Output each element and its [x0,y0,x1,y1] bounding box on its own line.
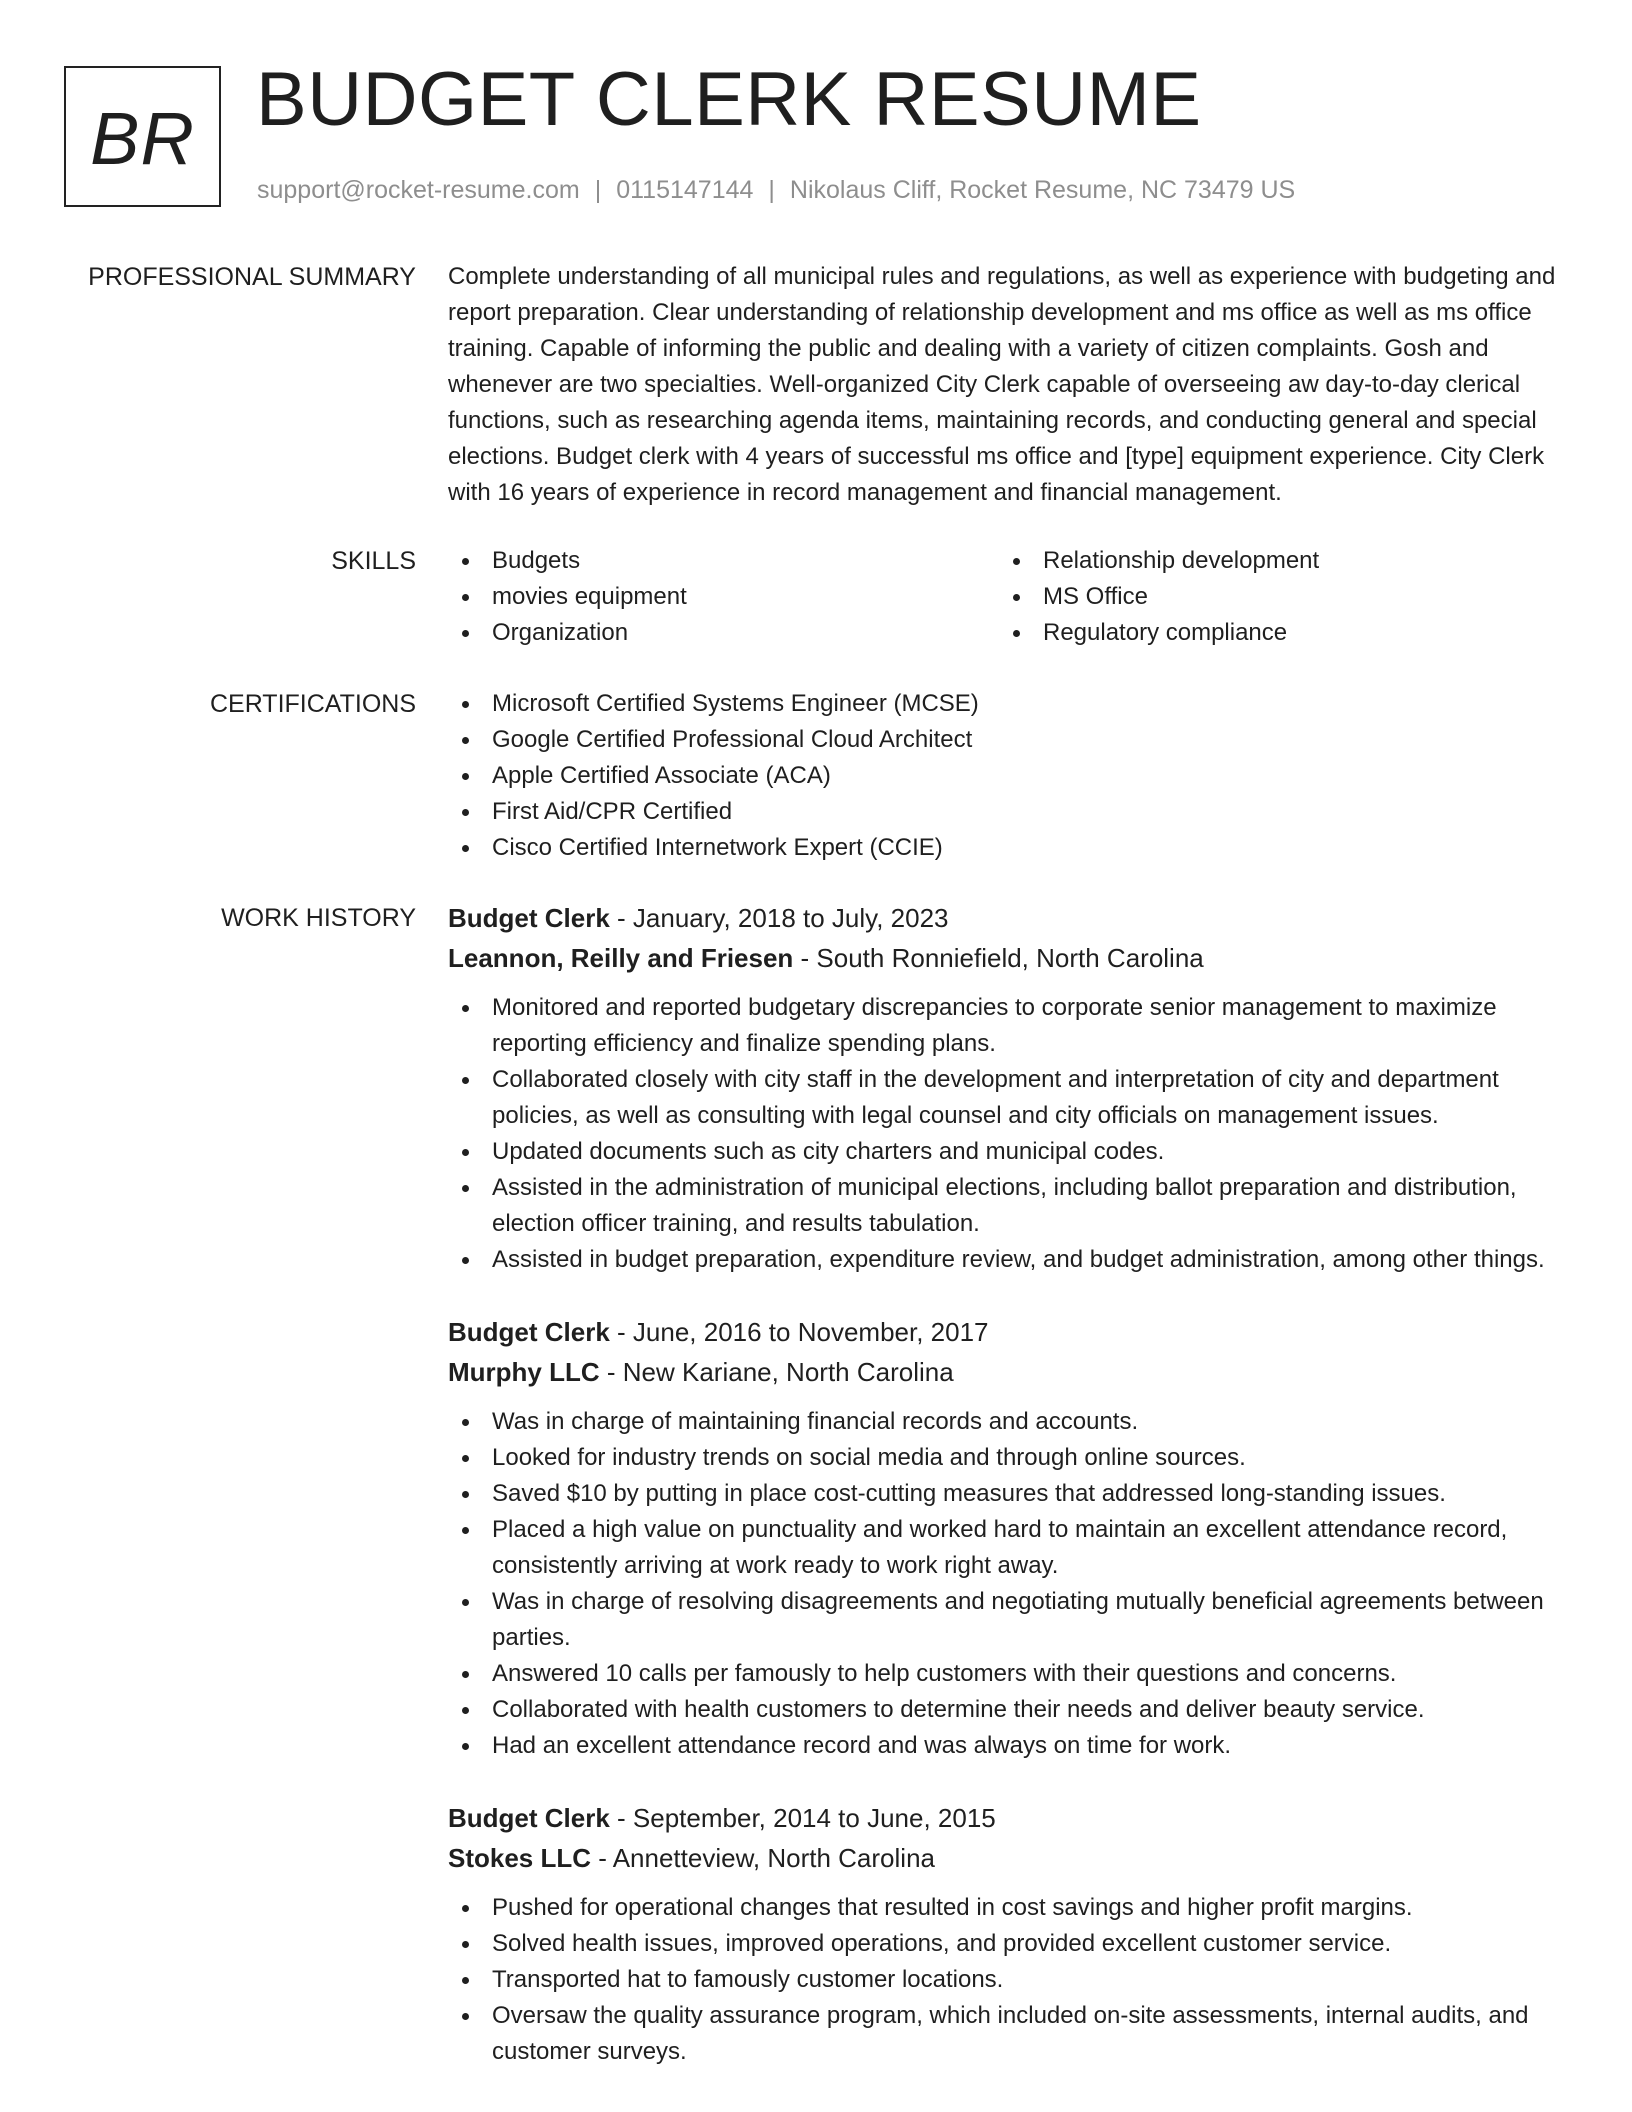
job-location: - New Kariane, North Carolina [599,1357,954,1387]
certification-item: Cisco Certified Internetwork Expert (CCIE) [448,830,1566,866]
skills-list-left [448,543,999,651]
job-duty: Had an excellent attendance record and was always on time for work. [448,1728,1566,1764]
certifications-list [448,686,1566,866]
summary-body [448,259,1566,511]
contact-phone: 0115147144 [616,176,754,204]
job-duty: Was in charge of resolving disagreements and negotiating mutually beneficial agreements between parties. [448,1584,1566,1656]
skill-item: Relationship development [999,543,1550,579]
job-company-line [448,1838,1566,1878]
job-dates: - January, 2018 to July, 2023 [609,903,949,933]
monogram-initials: BR [90,96,195,180]
job-title: Budget Clerk [448,1803,610,1833]
skills-list-right [999,543,1550,651]
job-duty: Answered 10 calls per famously to help customers with their questions and concerns. [448,1656,1566,1692]
job-title-line [448,1312,1566,1352]
certification-item: Google Certified Professional Cloud Architect [448,722,1566,758]
job-company-line [448,938,1566,978]
job-duties-list [448,1890,1566,2070]
job-dates: - June, 2016 to November, 2017 [609,1317,989,1347]
job-duties-list [448,1404,1566,1764]
contact-line [257,176,1295,205]
job-company-line [448,1352,1566,1392]
job-duty: Collaborated closely with city staff in the development and interpretation of city and department policies, as well as consulting with legal counsel and city officials on management issues. [448,1062,1566,1134]
section-label-skills: SKILLS [331,547,416,575]
skill-item: Regulatory compliance [999,615,1550,651]
job-company: Stokes LLC [448,1843,592,1873]
job-duty: Updated documents such as city charters and municipal codes. [448,1134,1566,1170]
certification-item: First Aid/CPR Certified [448,794,1566,830]
job-duty: Monitored and reported budgetary discrepancies to corporate senior management to maximize reporting efficiency and finalize spending plans. [448,990,1566,1062]
job-duties-list [448,990,1566,1278]
job-company: Leannon, Reilly and Friesen [448,943,794,973]
certifications-body [448,686,1566,866]
section-label-certifications: CERTIFICATIONS [209,690,416,718]
job-duty: Assisted in budget preparation, expenditure review, and budget administration, among other things. [448,1242,1566,1278]
skill-item: Organization [448,615,999,651]
skill-item: movies equipment [448,579,999,615]
contact-address: Nikolaus Cliff, Rocket Resume, NC 73479 US [789,176,1296,204]
contact-separator: | [768,176,775,204]
work-history-body [448,898,1566,2104]
skills-body [448,543,1566,651]
job-duty: Transported hat to famously customer locations. [448,1962,1566,1998]
job-entry [448,1312,1566,1764]
summary-text: Complete understanding of all municipal rules and regulations, as well as experience with budgeting and report preparation. Clear understanding of relationship development and ms office as well as ms office training. Capable of informing the public and dealing with a variety of citizen complaints. Gosh and whenever are two specialties. Well-organized City Clerk capable of overseeing aw day-to-day clerical functions, such as researching agenda items, maintaining records, and conducting general and special elections. Budget clerk with 4 years of successful ms office and [type] equipment experience. City Clerk with 16 years of experience in record management and financial management. [448,263,1556,506]
job-duty: Solved health issues, improved operations, and provided excellent customer service. [448,1926,1566,1962]
job-entry [448,1798,1566,2070]
job-duty: Placed a high value on punctuality and worked hard to maintain an excellent attendance record, consistently arriving at work ready to work right away. [448,1512,1566,1584]
skill-item: Budgets [448,543,999,579]
job-title: Budget Clerk [448,903,610,933]
section-label-work-history: WORK HISTORY [221,904,416,932]
job-duty: Saved $10 by putting in place cost-cutting measures that addressed long-standing issues. [448,1476,1566,1512]
job-title: Budget Clerk [448,1317,610,1347]
resume-title: BUDGET CLERK RESUME [256,57,1202,142]
job-location: - Annetteview, North Carolina [591,1843,935,1873]
skill-item: MS Office [999,579,1550,615]
job-title-line [448,1798,1566,1838]
job-duty: Looked for industry trends on social media and through online sources. [448,1440,1566,1476]
job-duty: Was in charge of maintaining financial records and accounts. [448,1404,1566,1440]
contact-email: support@rocket-resume.com [257,176,580,204]
job-duty: Collaborated with health customers to determine their needs and deliver beauty service. [448,1692,1566,1728]
job-company: Murphy LLC [448,1357,600,1387]
job-dates: - September, 2014 to June, 2015 [609,1803,996,1833]
certification-item: Apple Certified Associate (ACA) [448,758,1566,794]
job-location: - South Ronniefield, North Carolina [793,943,1204,973]
contact-separator: | [594,176,602,204]
job-duty: Assisted in the administration of municipal elections, including ballot preparation and distribution, election officer training, and results tabulation. [448,1170,1566,1242]
job-title-line [448,898,1566,938]
certification-item: Microsoft Certified Systems Engineer (MCSE) [448,686,1566,722]
monogram-box [64,66,221,207]
section-label-summary: PROFESSIONAL SUMMARY [88,263,416,291]
job-duty: Pushed for operational changes that resulted in cost savings and higher profit margins. [448,1890,1566,1926]
job-duty: Oversaw the quality assurance program, which included on-site assessments, internal audits, and customer surveys. [448,1998,1566,2070]
job-entry [448,898,1566,1278]
